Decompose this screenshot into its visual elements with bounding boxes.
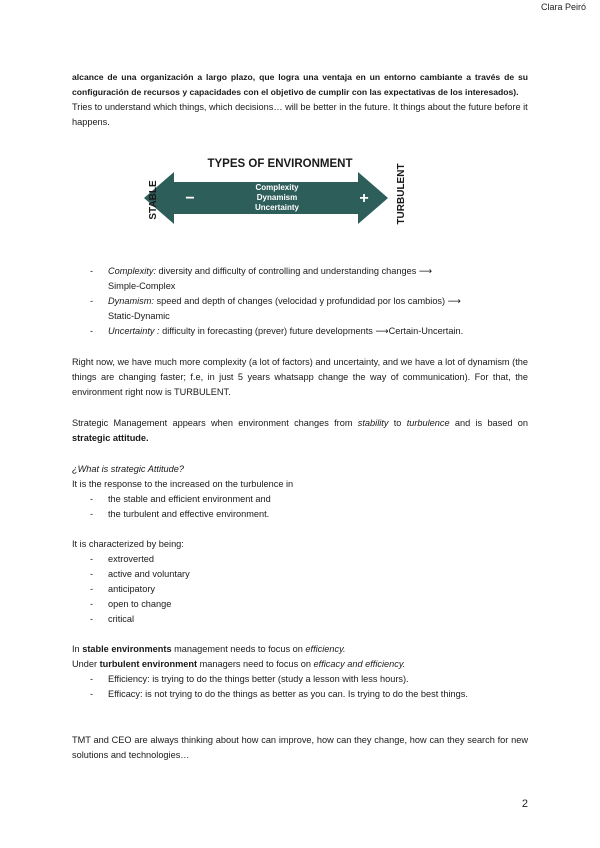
response-list bbox=[90, 492, 530, 522]
focus-text: management needs to focus on bbox=[171, 644, 306, 654]
list-item: - Efficiency: is trying to do the things better (study a lesson with less hours). bbox=[90, 672, 530, 687]
focus-italic: efficiency. bbox=[305, 644, 346, 654]
p2-attitude: strategic attitude. bbox=[72, 433, 149, 443]
p2-text-c: and is based on bbox=[449, 418, 528, 428]
definition-complexity bbox=[90, 264, 530, 294]
diagram-label-stable: STABLE bbox=[148, 180, 159, 220]
question-heading: ¿What is strategic Attitude? bbox=[72, 464, 184, 474]
response-intro: It is the response to the increased on the turbulence in bbox=[72, 479, 294, 489]
paragraph-strategic-management bbox=[72, 416, 528, 446]
list-item: - open to change bbox=[90, 597, 530, 612]
list-item: - active and voluntary bbox=[90, 567, 530, 582]
paragraph-turbulent: Right now, we have much more complexity (a lot of factors) and uncertainty, and we have a lot of dynamism (the things are changing faster; f.e, in just 5 years whatsapp change the way of communication). For that, the environment right now is TURBULENT. bbox=[72, 357, 528, 397]
diagram-label-turbulent: TURBULENT bbox=[396, 163, 407, 225]
focus-text: Under bbox=[72, 659, 100, 669]
diagram-line-dynamism: Dynamism bbox=[256, 193, 298, 202]
list-item: - the stable and efficient environment and bbox=[90, 492, 530, 507]
focus-bold: turbulent environment bbox=[99, 659, 198, 669]
definition-dynamism bbox=[90, 294, 530, 324]
diagram-title: TYPES OF ENVIRONMENT bbox=[207, 158, 353, 170]
p2-text-b: to bbox=[388, 418, 407, 428]
focus-list bbox=[90, 672, 530, 702]
intro-english: Tries to understand which things, which decisions… will be better in the future. It things about the future before it happens. bbox=[72, 102, 528, 127]
diagram-line-uncertainty: Uncertainty bbox=[254, 203, 300, 212]
focus-bold: stable environments bbox=[82, 644, 172, 654]
focus-text: In bbox=[72, 644, 83, 654]
focus-italic: efficacy and efficiency. bbox=[313, 659, 406, 669]
diagram-plus: + bbox=[359, 190, 369, 207]
intro-spanish bbox=[72, 70, 528, 100]
diagram-minus: − bbox=[185, 190, 195, 207]
list-item: - extroverted bbox=[90, 552, 530, 567]
definition-cont: Simple-Complex bbox=[108, 281, 176, 291]
characterized-list bbox=[90, 552, 530, 627]
p2-stability: stability bbox=[357, 418, 389, 428]
definition-text: difficulty in forecasting (prever) future developments ⟶Certain-Uncertain. bbox=[159, 326, 464, 336]
focus-stable bbox=[72, 642, 528, 657]
definition-term: Complexity: bbox=[108, 266, 156, 276]
page-number: 2 bbox=[521, 798, 528, 810]
definitions-list bbox=[90, 264, 530, 339]
p2-turbulence: turbulence bbox=[406, 418, 450, 428]
definition-term: Uncertainty : bbox=[108, 326, 160, 336]
list-item: - Efficacy: is not trying to do the things as better as you can. Is trying to do the best things. bbox=[90, 687, 530, 702]
definition-text: diversity and difficulty of controlling and understanding changes ⟶ bbox=[156, 266, 433, 276]
focus-turbulent bbox=[72, 657, 528, 672]
environment-diagram bbox=[140, 152, 410, 240]
list-item: - the turbulent and effective environment. bbox=[90, 507, 530, 522]
characterized-intro: It is characterized by being: bbox=[72, 539, 184, 549]
closing-paragraph: TMT and CEO are always thinking about how can improve, how can they change, how can they search for new solutions and technologies… bbox=[72, 735, 528, 760]
list-item: - critical bbox=[90, 612, 530, 627]
p2-text-a: Strategic Management appears when environment changes from bbox=[72, 418, 358, 428]
focus-text: managers need to focus on bbox=[197, 659, 314, 669]
definition-term: Dynamism: bbox=[108, 296, 154, 306]
definition-cont: Static-Dynamic bbox=[108, 311, 170, 321]
list-item: - anticipatory bbox=[90, 582, 530, 597]
intro-spanish-text: alcance de una organización a largo plazo, que logra una ventaja en un entorno cambiante a través de su configuración de recursos y capacidades con el objetivo de cumplir con las expectativas de los interesados). bbox=[72, 72, 528, 97]
diagram-line-complexity: Complexity bbox=[255, 183, 299, 192]
definition-text: speed and depth of changes (velocidad y profundidad por los cambios) ⟶ bbox=[153, 296, 461, 306]
header-author: Clara Peiró bbox=[540, 2, 586, 12]
definition-uncertainty bbox=[90, 324, 530, 339]
